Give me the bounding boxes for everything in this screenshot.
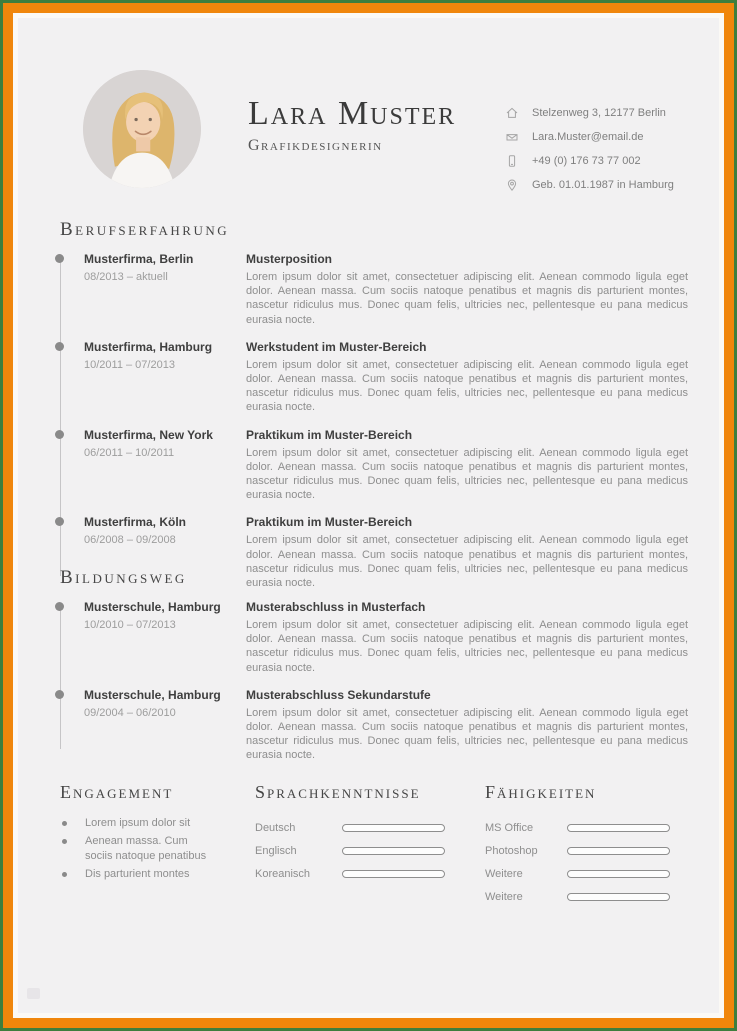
engagement-list [60,816,212,882]
entry-description: Lorem ipsum dolor sit amet, consectetuer adipiscing elit. Aenean commodo ligula eget dolor. Aenean massa. Cum sociis natoque penatibus et magnis dis parturient montes, nascetur ridiculus mus. Donec quam felis, ultricies nec, pellentesque eu pana medicus eurasia nocte. [246,358,688,414]
entry-period: 08/2013 – aktuell [84,271,168,283]
role-title: Praktikum im Muster-Bereich [246,515,413,530]
entry-right [246,340,688,415]
entry-period: 06/2011 – 10/2011 [84,446,175,459]
skill-row [485,885,697,908]
engagement-item: Dis parturient montes [60,867,212,882]
skill-row [485,862,697,885]
company-name: Musterfirma, Köln [84,515,187,530]
skill-level-bar [567,870,670,878]
company-name: Musterfirma, Berlin [84,252,194,266]
company-name: Musterfirma, Hamburg [84,339,213,354]
home-icon [505,106,519,120]
skill-level-bar [567,847,670,855]
skill-level-bar [567,893,670,901]
education-timeline [56,600,688,763]
language-label: Deutsch [255,821,296,834]
faint-watermark [27,988,40,999]
section-engagement [60,780,225,885]
language-level-bar [342,824,445,832]
experience-timeline [56,252,688,590]
entry-left [84,340,246,415]
skill-label: MS Office [485,821,534,834]
education-entry [56,688,688,763]
section-education [18,566,719,776]
language-level-bar [342,870,445,878]
contact-row-email [505,125,674,149]
skill-label: Weitere [485,890,523,903]
engagement-item: Aenean massa. Cum sociis natoque penatibus [60,834,212,864]
engagement-item: Lorem ipsum dolor sit [60,816,212,831]
role-title: Praktikum im Muster-Bereich [246,427,413,442]
contact-email: Lara.Muster@email.de [532,131,644,143]
header-name-block [248,96,456,155]
entry-left [84,688,246,763]
job-title: Grafikdesignerin [248,137,383,154]
avatar-illustration [83,70,201,188]
entry-description: Lorem ipsum dolor sit amet, consectetuer adipiscing elit. Aenean commodo ligula eget dolor. Aenean massa. Cum sociis natoque penatibus et magnis dis parturient montes, nascetur ridiculus mus. Donec quam felis, ultricies nec, pellentesque eu pana medicus eurasia nocte. [246,271,688,326]
location-icon [505,178,519,192]
contact-row-birth [505,173,674,197]
entry-left [84,252,246,327]
section-title-skills: Fähigkeiten [485,782,597,802]
section-title-education: Bildungsweg [60,567,187,588]
skill-level-bar [567,824,670,832]
skill-row [485,839,697,862]
degree-title: Musterabschluss in Musterfach [246,600,426,614]
experience-entry [56,252,688,327]
section-experience [18,218,719,603]
page-title: Lara Muster [248,95,457,132]
education-entry [56,600,688,675]
orange-border [3,3,734,1028]
entry-left [84,600,246,675]
timeline-dot [55,430,64,439]
language-row [255,839,470,862]
timeline-dot [55,342,64,351]
entry-right [246,428,688,503]
contact-phone: +49 (0) 176 73 77 002 [532,155,641,167]
language-label: Englisch [255,844,297,857]
skill-label: Weitere [485,867,523,880]
entry-description: Lorem ipsum dolor sit amet, consectetuer adipiscing elit. Aenean commodo ligula eget dolor. Aenean massa. Cum sociis natoque penatibus et magnis dis parturient montes, nascetur ridiculus mus. Donec quam felis, ultricies nec, pellentesque eu pana medicus eurasia nocte. [246,706,688,762]
paper-edge [13,13,724,1018]
avatar [83,70,201,188]
skill-row [485,816,697,839]
contact-address: Stelzenweg 3, 12177 Berlin [532,107,666,119]
language-label: Koreanisch [255,867,311,880]
degree-title: Musterabschluss Sekundarstufe [246,687,431,702]
role-title: Werkstudent im Muster-Bereich [246,339,427,354]
entry-period: 10/2010 – 07/2013 [84,619,176,631]
school-name: Musterschule, Hamburg [84,687,221,702]
phone-icon [505,154,519,168]
contact-block [505,101,674,197]
entry-left [84,428,246,503]
entry-description: Lorem ipsum dolor sit amet, consectetuer adipiscing elit. Aenean commodo ligula eget dolor. Aenean massa. Cum sociis natoque penatibus et magnis dis parturient montes, nascetur ridiculus mus. Donec quam felis, ultricies nec, pellentesque eu pana medicus eurasia nocte. [246,619,688,674]
contact-row-phone [505,149,674,173]
entry-period: 09/2004 – 06/2010 [84,706,176,719]
school-name: Musterschule, Hamburg [84,600,221,614]
timeline-dot [55,254,64,263]
timeline-dot [55,517,64,526]
language-row [255,862,470,885]
language-level-bar [342,847,445,855]
section-skills [485,780,697,908]
entry-description: Lorem ipsum dolor sit amet, consectetuer adipiscing elit. Aenean commodo ligula eget dolor. Aenean massa. Cum sociis natoque penatibus et magnis dis parturient montes, nascetur ridiculus mus. Donec quam felis, ultricies nec, pellentesque eu pana medicus eurasia nocte. [246,446,688,502]
language-row [255,816,470,839]
entry-right [246,600,688,675]
contact-row-address [505,101,674,125]
section-title-engagement: Engagement [60,782,174,802]
section-title-languages: Sprachkenntnisse [255,782,421,802]
timeline-dot [55,690,64,699]
resume-canvas [18,18,719,1013]
contact-birth: Geb. 01.01.1987 in Hamburg [532,179,674,191]
timeline-dot [55,602,64,611]
entry-right [246,688,688,763]
skill-label: Photoshop [485,844,538,857]
role-title: Musterposition [246,252,332,266]
entry-right [246,252,688,327]
entry-period: 06/2008 – 09/2008 [84,534,176,547]
experience-entry [56,340,688,415]
entry-description: Lorem ipsum dolor sit amet, consectetuer adipiscing elit. Aenean commodo ligula eget dolor. Aenean massa. Cum sociis natoque penatibus et magnis dis parturient montes, nascetur ridiculus mus. Donec quam felis, ultricies nec, pellentesque eu pana medicus eurasia nocte. [246,534,688,590]
section-title-experience: Berufserfahrung [60,219,230,240]
section-languages [255,780,470,885]
mail-icon [505,130,519,144]
entry-period: 10/2011 – 07/2013 [84,358,175,371]
company-name: Musterfirma, New York [84,427,213,442]
experience-entry [56,428,688,503]
